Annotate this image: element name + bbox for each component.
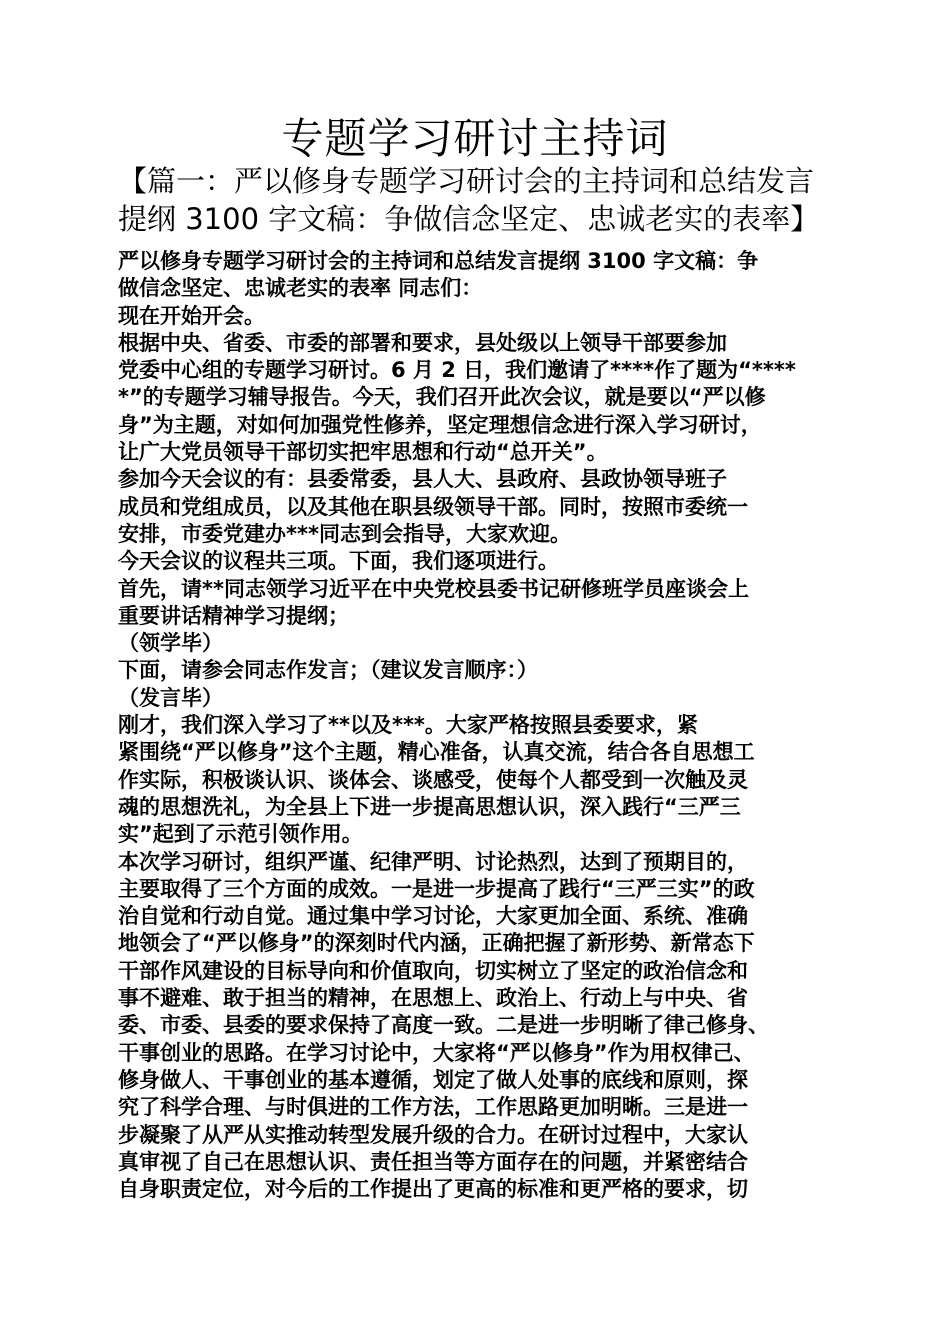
document-title: 专题学习研讨主持词 <box>281 114 669 163</box>
body-text-line: 紧围绕“严以修身”这个主题，精心准备，认真交流，结合各自思想工 <box>118 740 755 765</box>
body-text-line: 干事创业的思路。在学习讨论中，大家将“严以修身”作为用权律己、 <box>118 1040 755 1065</box>
body-text-line: 让广大党员领导干部切实把牢思想和行动“总开关”。 <box>118 440 608 465</box>
body-text-line: 现在开始开会。 <box>118 303 265 328</box>
body-text-line: 身”为主题，对如何加强党性修养，坚定理想信念进行深入学习研讨， <box>118 412 762 437</box>
body-text-line: 做信念坚定、忠诚老实的表率 同志们： <box>118 276 483 301</box>
body-text-line: 成员和党组成员，以及其他在职县级领导干部。同时，按照市委统一 <box>118 494 748 519</box>
body-text-line: 下面，请参会同志作发言；（建议发言顺序：） <box>118 658 538 683</box>
subtitle-line: 【篇一：严以修身专题学习研讨会的主持词和总结发言 <box>118 164 815 198</box>
body-text-line: 严以修身专题学习研讨会的主持词和总结发言提纲 3100 字文稿：争 <box>118 249 759 273</box>
body-text-line: 干部作风建设的目标导向和价值取向，切实树立了坚定的政治信念和 <box>118 958 748 983</box>
body-text-line: 参加今天会议的有：县委常委，县人大、县政府、县政协领导班子 <box>118 467 727 492</box>
body-text-line: （发言毕） <box>118 685 223 710</box>
body-text-line: 本次学习研讨，组织严谨、纪律严明、讨论热烈，达到了预期目的， <box>118 849 748 874</box>
body-text-line: 刚才，我们深入学习了**以及***。大家严格按照县委要求，紧 <box>118 713 698 738</box>
body-text-line: *”的专题学习辅导报告。今天，我们召开此次会议，就是要以“严以修 <box>118 385 766 410</box>
body-text-line: 主要取得了三个方面的成效。一是进一步提高了践行“三严三实”的政 <box>118 876 755 901</box>
body-text-line: 治自觉和行动自觉。通过集中学习讨论，大家更加全面、系统、准确 <box>118 904 748 929</box>
body-text-line: 魂的思想洗礼，为全县上下进一步提高思想认识，深入践行“三严三 <box>118 794 741 819</box>
body-text-line: 根据中央、省委、市委的部署和要求，县处级以上领导干部要参加 <box>118 330 727 355</box>
body-text-line: 实”起到了示范引领作用。 <box>118 822 363 847</box>
body-text-line: 作实际，积极谈认识、谈体会、谈感受，使每个人都受到一次触及灵 <box>118 767 748 792</box>
body-text-line: 自身职责定位，对今后的工作提出了更高的标准和更严格的要求，切 <box>118 1177 748 1202</box>
document-body <box>118 248 838 1203</box>
document-subtitle <box>118 162 838 238</box>
body-text-line: 事不避难、敢于担当的精神，在思想上、政治上、行动上与中央、省 <box>118 986 748 1011</box>
body-text-line: 究了科学合理、与时俱进的工作方法，工作思路更加明晰。三是进一 <box>118 1095 748 1120</box>
body-text-line: 今天会议的议程共三项。下面，我们逐项进行。 <box>118 549 559 574</box>
body-text-line: 真审视了自己在思想认识、责任担当等方面存在的问题，并紧密结合 <box>118 1149 748 1174</box>
body-text-line: 党委中心组的专题学习研讨。6 月 2 日，我们邀请了****作了题为“**** <box>118 358 796 383</box>
body-text-line: 重要讲话精神学习提纲； <box>118 603 349 628</box>
body-text-line: 委、市委、县委的要求保持了高度一致。二是进一步明晰了律己修身、 <box>118 1013 769 1038</box>
body-text-line: （领学毕） <box>118 631 223 656</box>
body-text-line: 修身做人、干事创业的基本遵循，划定了做人处事的底线和原则，探 <box>118 1067 748 1092</box>
body-text-line: 首先，请**同志领学习近平在中央党校县委书记研修班学员座谈会上 <box>118 576 749 601</box>
body-text-line: 步凝聚了从严从实推动转型发展升级的合力。在研讨过程中，大家认 <box>118 1122 748 1147</box>
body-text-line: 安排，市委党建办***同志到会指导，大家欢迎。 <box>118 521 571 546</box>
body-text-line: 地领会了“严以修身”的深刻时代内涵，正确把握了新形势、新常态下 <box>118 931 755 956</box>
subtitle-line: 提纲 3100 字文稿：争做信念坚定、忠诚老实的表率】 <box>118 202 820 236</box>
